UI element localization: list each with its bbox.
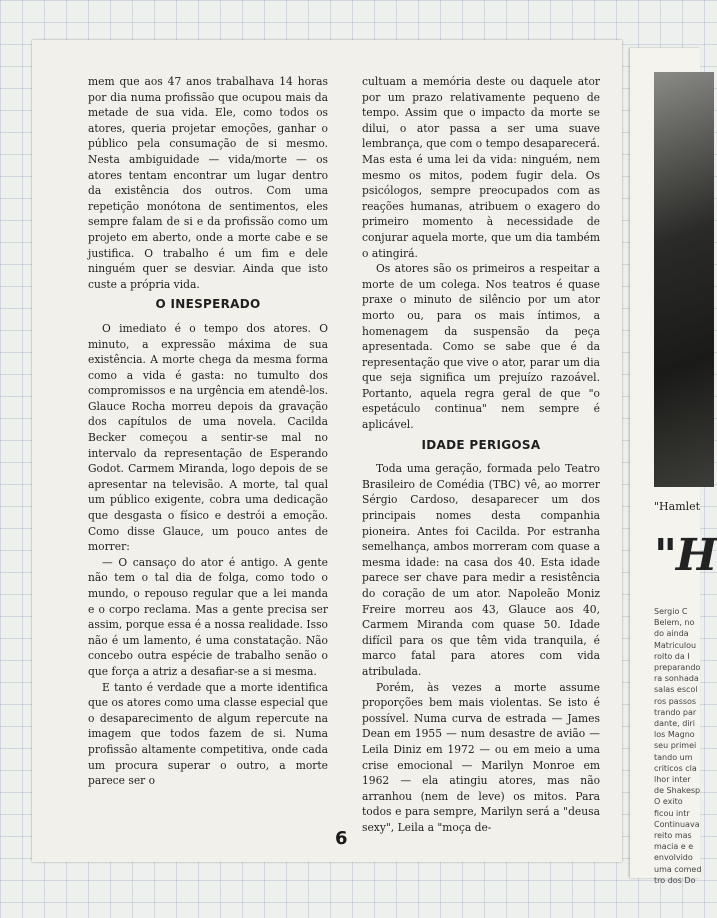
text-fragment: lhor inter [654, 775, 691, 785]
text-fragment: seu primei [654, 741, 697, 751]
text-fragment: los Magno [654, 730, 695, 740]
text-fragment: reito mas [654, 831, 692, 841]
photo-caption: "Hamlet [654, 500, 701, 513]
right-text-column [362, 74, 600, 836]
section-heading-inesperado: O INESPERADO [155, 297, 261, 312]
text-fragment: rolto da I [654, 651, 690, 661]
text-fragment: Belem, no [654, 618, 695, 628]
paragraph: mem que aos 47 anos trabalhava 14 horas por dia numa profissão que ocupou mais da metade de sua vida. Ele, como todos os atores, queria projetar emoções, ganhar o público pela consumação de si mesmo. Nesta ambiguidade — vida/morte — os atores tentam encontrar um lugar dentro da existência dos outros. Com uma repetição monótona de sentimentos, eles sempre falam de si e da profissão como um projeto em aberto, onde a morte cabe e se justifica. O trabalho é um fim e dele ninguém quer se desviar. Ainda que isto custe a própria vida. [88, 75, 328, 291]
text-fragment: salas escol [654, 685, 698, 695]
text-fragment: envolvido [654, 853, 693, 863]
adjacent-page [630, 48, 717, 885]
photo [654, 72, 714, 487]
paragraph: Toda uma geração, formada pelo Teatro Brasileiro de Comédia (TBC) vê, ao morrer Sérgio Cardoso, desaparecer um dos principais nomes desta companhia pioneira. Antes foi Cacilda. Por estranha semelhança, ambos morreram com quase a mesma idade: na casa dos 40. Esta idade parece ser chave para medir a resistência do coração de um ator. Napoleão Moniz Freire morreu aos 43, Glauce aos 40, Carmem Miranda com quase 50. Idade difícil para os que têm vida tranquila, é marco fatal para atores com vida atribulada. [362, 462, 600, 678]
section-heading-idade-perigosa: IDADE PERIGOSA [421, 437, 541, 452]
text-fragment: ficou intr [654, 808, 690, 818]
text-fragment: ros passos [654, 696, 697, 706]
text-fragment: criticos cla [654, 763, 697, 773]
text-fragment: Matriculou [654, 640, 697, 650]
paragraph: E tanto é verdade que a morte identifica que os atores como uma classe especial que o desaparecimento de algum repercute na imagem que todos fazem de si. Numa profissão altamente competitiva, onde cada um procura superar o outro, a morte parece ser o [88, 680, 328, 788]
text-fragment: tando um [654, 752, 693, 762]
paragraph: O imediato é o tempo dos atores. O minuto, a expressão máxima de sua existência. A morte chega da mesma forma como a vida é gasta: no tumulto dos compromissos e na urgência em atendê-los. Glauce Rocha morreu depois da gravação dos capítulos de uma novela. Cacilda Becker começou a sentir-se mal no intervalo da representação de Esperando Godot. Carmem Miranda, logo depois de se apresentar na televisão. A morte, tal qual um público exigente, cobra uma dedicação que desgasta o físico e destrói a emoção. Como disse Glauce, um pouco antes de morrer: [88, 321, 328, 554]
text-fragment: dante, diri [654, 719, 696, 729]
text-fragment: preparando [654, 663, 701, 673]
adjacent-text-fragments [654, 606, 701, 886]
text-fragment: uma comed [654, 864, 702, 874]
text-fragment: Continuava [654, 819, 700, 829]
pull-quote: "H [654, 530, 717, 581]
text-fragment: ra sonhada [654, 674, 699, 684]
text-fragment: tro dos Do [654, 875, 696, 885]
paragraph: cultuam a memória deste ou daquele ator por um prazo relativamente pequeno de tempo. Assim que o impacto da morte se dilui, o ator passa a ser uma suave lembrança, que com o tempo desaparecerá. Mas esta é uma lei da vida: ninguém, nem mesmo os mitos, podem fugir dela. Os psicólogos, sempre preocupados com as reações humanas, atribuem o exagero do primeiro momento à necessidade de conjurar aquela morte, que um dia também o atingirá. [362, 75, 600, 260]
text-fragment: Sergio C [654, 607, 688, 616]
paragraph: Os atores são os primeiros a respeitar a morte de um colega. Nos teatros é quase praxe o minuto de silêncio por um ator morto ou, para os mais íntimos, a homenagem da suspensão da peça apresentada. Como se sabe que é da representação que vive o ator, parar um dia que seja significa um prejuízo razoável. Portanto, aquela regra geral de que "o espetáculo continua" nem sempre é aplicável. [362, 262, 600, 432]
paragraph-quote: — O cansaço do ator é antigo. A gente não tem o tal dia de folga, como todo o mundo, o repouso regular que a lei manda e o corpo reclama. Mas a gente precisa ser assim, porque essa é a nossa realidade. Isso não é um lamento, é uma constatação. Não concebo outra espécie de trabalho senão o que força a atriz a desafiar-se a si mesma. [88, 555, 328, 678]
text-fragment: O exito [654, 797, 683, 807]
text-fragment: do ainda [654, 629, 689, 639]
left-text-column [88, 74, 328, 789]
text-fragment: de Shakesp [654, 786, 701, 796]
paragraph: Porém, às vezes a morte assume proporções bem mais violentas. Se isto é possível. Numa curva de estrada — James Dean em 1955 — num desastre de avião — Leila Diniz em 1972 — ou em meio a uma crise emocional — Marilyn Monroe em 1962 — ela atingiu atores, mas não arranhou (nem de leve) os mitos. Para todos e para sempre, Marilyn será a "deusa sexy", Leila a "moça de- [362, 680, 600, 834]
page-number: 6 [335, 828, 348, 849]
text-fragment: trando par [654, 707, 697, 717]
text-fragment: macia e e [654, 842, 694, 852]
